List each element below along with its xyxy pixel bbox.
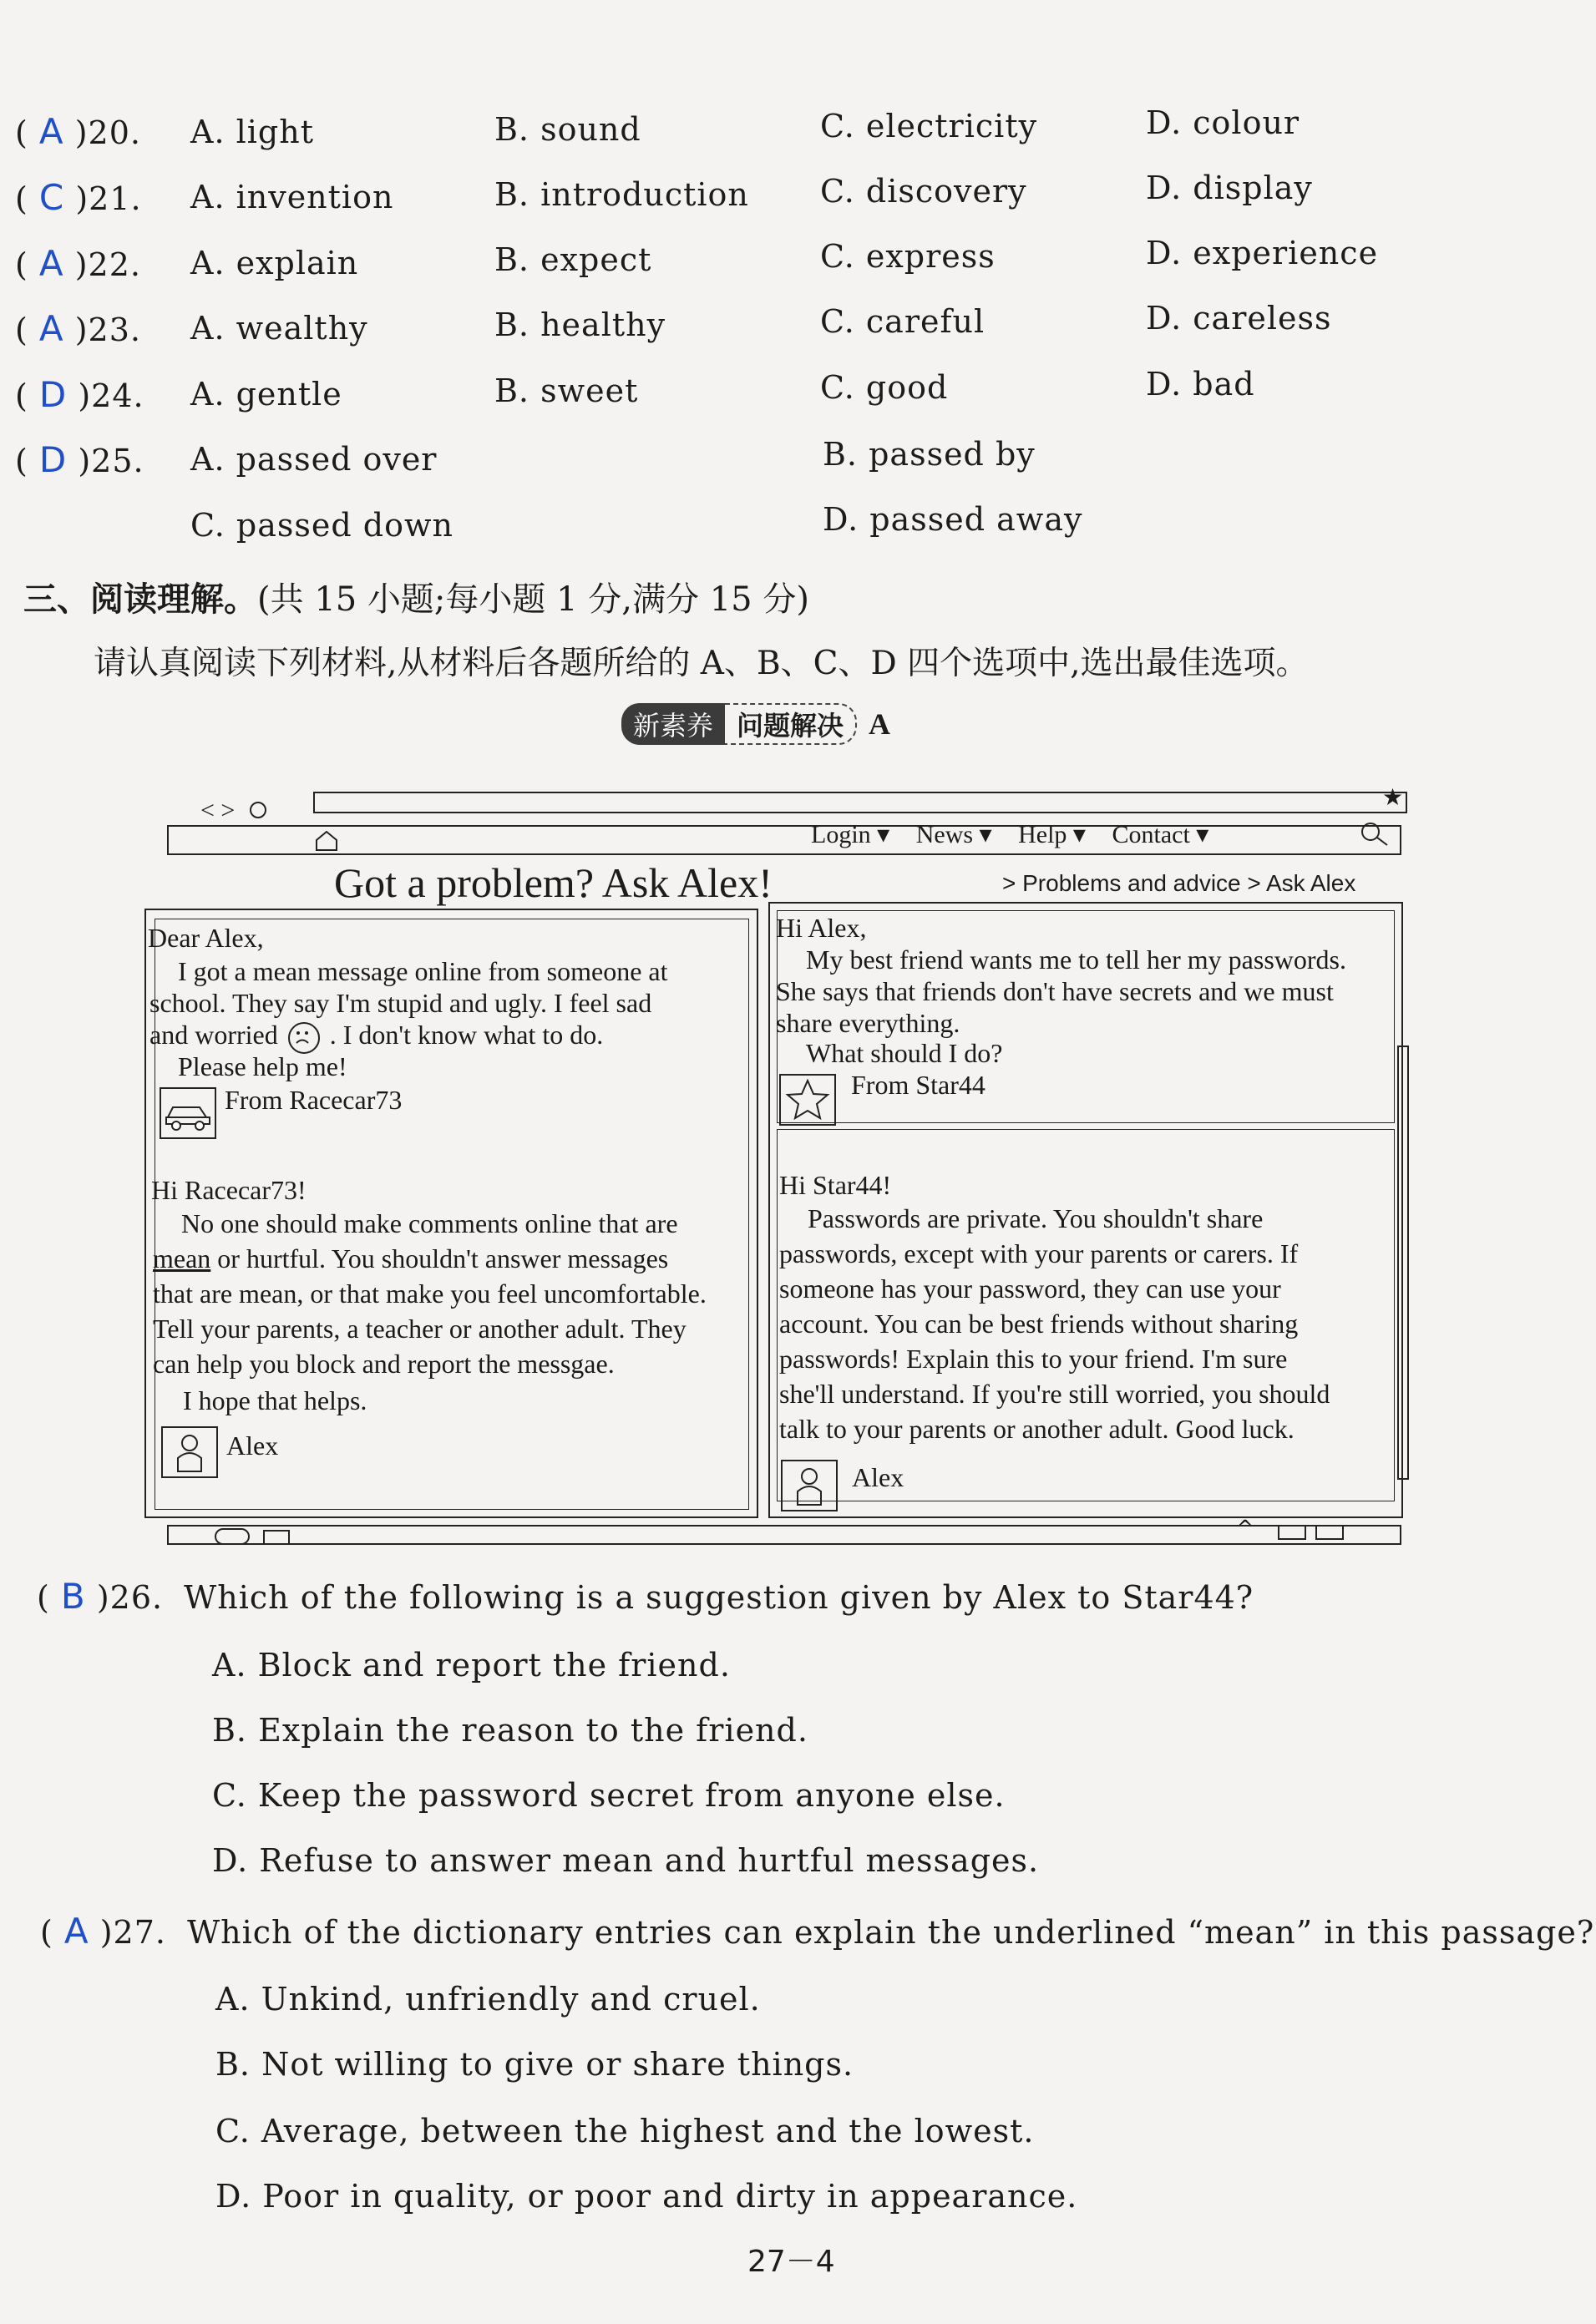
letter2-line: She says that friends don't have secrets and we must [776, 976, 1334, 1006]
q27-option-c: C. Average, between the highest and the lowest. [215, 2113, 1035, 2149]
option-c: C. good [820, 369, 949, 406]
option-b: B. sweet [494, 372, 639, 409]
oval-icon [215, 1528, 250, 1545]
option-b: B. healthy [494, 306, 666, 343]
badge-tag-primary: 新素养 [621, 703, 725, 745]
reply2-line: account. You can be best friends without sharing [779, 1309, 1299, 1339]
nav-menu [811, 820, 1208, 849]
letter2-line: My best friend wants me to tell her my passwords. [806, 944, 1346, 975]
q26-option-b: B. Explain the reason to the friend. [212, 1712, 808, 1749]
option-a: A. gentle [190, 376, 342, 413]
option-c: C. passed down [190, 507, 453, 544]
q27-option-a: A. Unkind, unfriendly and cruel. [215, 1981, 761, 2018]
scrollbar[interactable] [1397, 1046, 1409, 1480]
answer-mark: D [38, 439, 68, 480]
reply2-line: passwords, except with your parents or carers. If [779, 1238, 1299, 1268]
question-row-22: ( A )22. [15, 243, 141, 284]
address-bar [313, 792, 1407, 813]
person-avatar-icon [161, 1426, 218, 1478]
q26-option-d: D. Refuse to answer mean and hurtful messages. [212, 1842, 1040, 1879]
q27-option-d: D. Poor in quality, or poor and dirty in appearance. [215, 2178, 1078, 2215]
option-a: A. wealthy [190, 310, 368, 347]
letter1-line: and worried . I don't know what to do. [149, 1017, 603, 1054]
option-b: B. sound [494, 111, 641, 148]
nav-bar [167, 825, 1401, 855]
option-b: B. expect [494, 241, 652, 278]
question-number: 25. [91, 443, 144, 479]
chevron-up-icon: ^ [1236, 1516, 1254, 1542]
reply1-line: that are mean, or that make you feel uncomfortable. [153, 1278, 707, 1309]
reply1-signature: Alex [226, 1430, 279, 1461]
rect-icon [263, 1530, 290, 1545]
answer-mark: A [63, 1911, 89, 1952]
reply2-line: talk to your parents or another adult. Good luck. [779, 1414, 1295, 1444]
q26-option-c: C. Keep the password secret from anyone else. [212, 1777, 1006, 1814]
option-a: A. passed over [190, 441, 438, 478]
reply2-line: passwords! Explain this to your friend. I'm sure [779, 1344, 1288, 1374]
passage-letter: A [869, 707, 891, 741]
option-d: D. passed away [823, 501, 1083, 538]
option-d: D. colour [1146, 104, 1300, 141]
q26-option-a: A. Block and report the friend. [212, 1647, 731, 1684]
reply1-line: I hope that helps. [183, 1385, 367, 1415]
letter2-line: share everything. [776, 1008, 960, 1038]
option-d: D. display [1146, 170, 1313, 206]
back-forward-icon: < > [200, 797, 236, 824]
reply1-line: No one should make comments online that are [181, 1208, 678, 1238]
star-bookmark-icon: ★ [1382, 783, 1404, 811]
option-a: A. light [190, 114, 314, 150]
option-c: C. discovery [820, 173, 1027, 210]
breadcrumb: > Problems and advice > Ask Alex [1002, 870, 1356, 896]
letter2-greeting: Hi Alex, [776, 913, 867, 943]
reply2-greeting: Hi Star44! [779, 1170, 892, 1200]
option-d: D. experience [1146, 235, 1379, 271]
letter1-greeting: Dear Alex, [148, 923, 264, 953]
search-icon [1357, 820, 1391, 852]
option-d: D. bad [1146, 366, 1255, 403]
page-title: Got a problem? Ask Alex! [334, 859, 773, 906]
car-avatar-icon [160, 1087, 216, 1139]
question-stem: Which of the following is a suggestion given by Alex to Star44? [184, 1579, 1254, 1616]
letter2-signature: From Star44 [851, 1070, 985, 1100]
letter1-line: Please help me! [178, 1051, 347, 1081]
option-a: A. invention [190, 179, 394, 215]
badge-tag-secondary: 问题解决 [725, 703, 857, 745]
question-row-21: ( C )21. [15, 177, 142, 218]
window-icon [1278, 1525, 1306, 1540]
question-number: 24. [91, 377, 144, 414]
section-instruction: 请认真阅读下列材料,从材料后各题所给的 A、B、C、D 四个选项中,选出最佳选项。 [94, 645, 1309, 682]
home-icon [315, 830, 333, 848]
page-number: 27－4 [747, 2245, 835, 2279]
answer-mark: C [38, 177, 65, 218]
q27-option-b: B. Not willing to give or share things. [215, 2046, 854, 2083]
reply2-signature: Alex [852, 1462, 904, 1492]
option-c: C. express [820, 238, 996, 275]
reply1-line: Tell your parents, a teacher or another adult. They [153, 1314, 687, 1344]
question-number: 20. [88, 114, 141, 151]
letter1-line: school. They say I'm stupid and ugly. I feel sad [149, 988, 652, 1018]
reply2-line: Passwords are private. You shouldn't share [808, 1203, 1264, 1233]
question-number: 23. [88, 311, 141, 348]
status-bar [167, 1525, 1401, 1545]
nav-contact: Contact ▾ [1112, 821, 1209, 848]
circle-icon [250, 802, 266, 818]
nav-arrows [200, 797, 266, 825]
nav-help: Help ▾ [1018, 821, 1086, 848]
reply1-line: can help you block and report the messgae. [153, 1349, 615, 1379]
reply2-line: she'll understand. If you're still worried, you should [779, 1379, 1330, 1409]
letter1-line: I got a mean message online from someone at [178, 956, 668, 986]
letter2-line: What should I do? [806, 1038, 1003, 1068]
star-avatar-icon [779, 1074, 836, 1126]
window-icon [1315, 1525, 1344, 1540]
option-a: A. explain [190, 245, 359, 281]
browser-illustration [138, 777, 1416, 1562]
section-heading [23, 573, 809, 620]
question-row-20: ( A )20. [15, 111, 141, 152]
letter1-signature: From Racecar73 [225, 1085, 403, 1115]
passage-badge [621, 703, 890, 745]
question-26: ( B )26. Which of the following is a suggestion given by Alex to Star44? [37, 1576, 1254, 1617]
section-scoring: (共 15 小题;每小题 1 分,满分 15 分) [257, 580, 809, 619]
question-number: 21. [89, 180, 142, 217]
question-row-24: ( D )24. [15, 374, 144, 415]
option-c: C. electricity [820, 108, 1038, 144]
question-stem: Which of the dictionary entries can explain the underlined “mean” in this passage? [187, 1914, 1595, 1951]
answer-mark: A [38, 308, 64, 349]
person-avatar-icon [781, 1460, 838, 1511]
option-b: B. introduction [494, 176, 749, 213]
answer-mark: A [38, 243, 64, 284]
reply1-line: mean or hurtful. You shouldn't answer messages [153, 1243, 669, 1273]
question-number: 22. [88, 246, 141, 283]
answer-mark: B [60, 1576, 86, 1617]
question-27: ( A )27. Which of the dictionary entries can explain the underlined “mean” in this passage? [40, 1911, 1595, 1952]
option-c: C. careful [820, 303, 985, 340]
option-b: B. passed by [823, 436, 1036, 473]
nav-login: Login ▾ [811, 821, 890, 848]
answer-mark: A [38, 111, 64, 152]
option-d: D. careless [1146, 300, 1332, 337]
reply2-line: someone has your password, they can use your [779, 1273, 1281, 1304]
question-row-23: ( A )23. [15, 308, 141, 349]
nav-news: News ▾ [915, 821, 992, 848]
section-title: 三、阅读理解。 [23, 580, 257, 619]
question-row-25: ( D )25. [15, 439, 144, 480]
underlined-word-mean: mean [153, 1243, 211, 1273]
answer-mark: D [38, 374, 68, 415]
reply1-greeting: Hi Racecar73! [151, 1175, 307, 1205]
